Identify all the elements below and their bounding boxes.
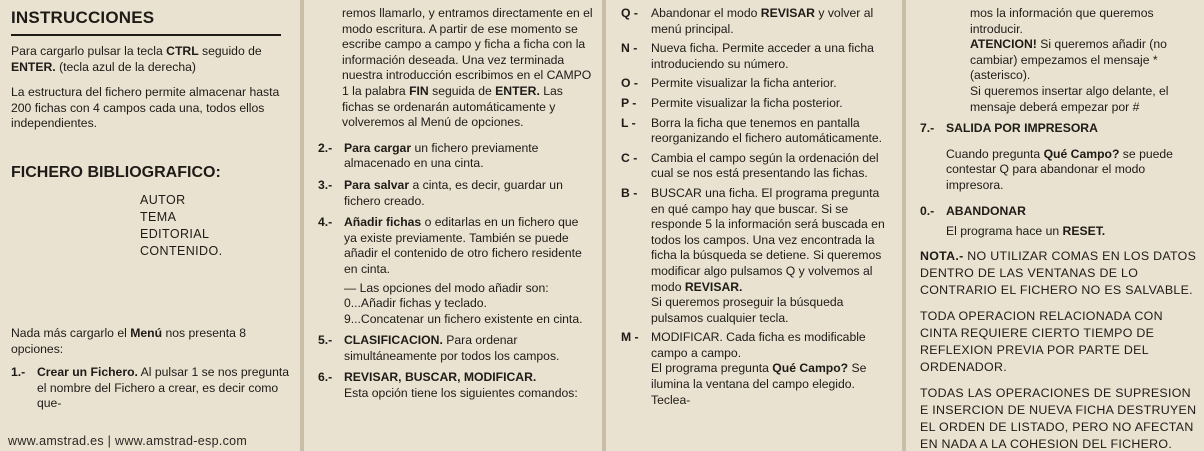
reset-text: El programa hace un RESET. bbox=[946, 224, 1106, 239]
item1-continuation: remos llamarlo, y entramos directamente en el modo escritura. A partir de ese momento se escribe campo a campo y ficha a ficha con la información deseada. Una vez terminada nuestra introducción escribimos en el CAMPO 1 la palabra FIN seguida de ENTER. Las fichas se ordenarán automáticamente y volveremos al Menú de opciones. bbox=[342, 6, 593, 130]
note-tape-time: TODA OPERACION RELACIONADA CON CINTA REQUIERE CIERTO TIEMPO DE REFLEXION PREVIA POR PARTE DEL ORDENADOR. bbox=[920, 308, 1163, 374]
section-title: FICHERO BIBLIOGRAFICO: bbox=[11, 163, 221, 181]
field-list bbox=[140, 192, 290, 260]
panel-4 bbox=[906, 0, 1204, 451]
command-m: M - MODIFICAR. Cada ficha es modificable campo a campo. El programa pregunta Qué Campo? Se ilumina la ventana del campo elegido. Teclea- bbox=[621, 330, 867, 407]
command-l: L - Borra la ficha que tenemos en pantalla reorganizando el fichero automáticamente. bbox=[621, 115, 883, 146]
field-tema: TEMA bbox=[140, 209, 177, 224]
menu-item-0: 0.- ABANDONAR bbox=[920, 203, 1026, 218]
menu-item-6: 6.- REVISAR, BUSCAR, MODIFICAR. Esta opción tiene los siguientes comandos: bbox=[318, 370, 578, 401]
command-c: C - Cambia el campo según la ordenación del cual se nos está presentando las fichas. bbox=[621, 150, 879, 181]
menu-item-5: 5.- CLASIFICACION. Para ordenar simultáneamente por todos los campos. bbox=[318, 333, 560, 363]
printer-text: Cuando pregunta Qué Campo? se puede contestar Q para abandonar el modo impresora. bbox=[946, 146, 1173, 192]
note-commas: NOTA.- NO UTILIZAR COMAS EN LOS DATOS DENTRO DE LAS VENTANAS DE LO CONTRARIO EL FICHERO NO ES SALVABLE. bbox=[920, 248, 1197, 297]
panel-2 bbox=[304, 0, 602, 451]
add-options-intro: — Las opciones del modo añadir son: bbox=[344, 280, 549, 295]
field-contenido: CONTENIDO. bbox=[140, 243, 223, 258]
watermark: www.amstrad.es | www.amstrad-esp.com bbox=[4, 434, 251, 450]
load-instructions: Para cargarlo pulsar la tecla CTRL seguido de ENTER. (tecla azul de la derecha) bbox=[11, 44, 262, 74]
title-underline bbox=[11, 34, 281, 36]
panel-3 bbox=[606, 0, 902, 451]
menu-item-4: 4.- Añadir fichas o editarlas en un fichero que ya existe previamente. También se puede añadir el contenido de otro fichero residente en cinta. — Las opciones del modo añadir son: 0...Añadir fichas y teclado. 9...Concatenar un fichero existente en cinta. bbox=[318, 215, 594, 327]
menu-item-3: 3.- Para salvar a cinta, es decir, guardar un fichero creado. bbox=[318, 177, 563, 208]
field-editorial: EDITORIAL bbox=[140, 226, 210, 241]
command-b: B - BUSCAR una ficha. El programa pregunta en qué campo hay que buscar. Si se responde 5 la información será buscada en todos los campos. Una vez encontrada la ficha la búsqueda se detiene. Si queremos modificar algo pulsamos Q y volvemos al modo REVISAR. Si queremos proseguir la búsqueda pulsamos cualquier tecla. bbox=[621, 185, 885, 325]
modify-continuation: mos la información que queremos introducir. ATENCION! Si queremos añadir (no cambiar) empezamos el mensaje * (asterisco). Si queremos insertar algo delante, el mensaje deberá empezar por # bbox=[970, 6, 1169, 114]
add-option-9: 9...Concatenar un fichero existente en cinta. bbox=[344, 311, 583, 326]
field-autor: AUTOR bbox=[140, 192, 186, 207]
structure-text: La estructura del fichero permite almacenar hasta 200 fichas con 4 campos cada una, todos ellos independientes. bbox=[11, 85, 280, 131]
command-o: O - Permite visualizar la ficha anterior. bbox=[621, 76, 837, 91]
menu-item-1: 1.- Crear un Fichero. Al pulsar 1 se nos pregunta el nombre del Fichero a crear, es decir como que- bbox=[11, 365, 290, 411]
panel-1 bbox=[0, 0, 300, 451]
menu-intro: Nada más cargarlo el Menú nos presenta 8 opciones: bbox=[11, 325, 247, 356]
menu-item-7: 7.- SALIDA POR IMPRESORA bbox=[920, 121, 1098, 136]
command-q: Q - Abandonar el modo REVISAR y volver al menú principal. bbox=[621, 6, 874, 36]
menu-item-2: 2.- Para cargar un fichero previamente almacenado en una cinta. bbox=[318, 140, 539, 171]
command-n: N - Nueva ficha. Permite acceder a una ficha introduciendo su número. bbox=[621, 41, 874, 71]
note-delete-order: TODAS LAS OPERACIONES DE SUPRESION E INSERCION DE NUEVA FICHA DESTRUYEN EL ORDEN DE LISTADO, PERO NO AFECTAN EN NADA A LA COHESION DEL FICHERO. bbox=[920, 385, 1197, 451]
instructions-title: INSTRUCCIONES bbox=[11, 8, 155, 27]
add-option-0: 0...Añadir fichas y teclado. bbox=[344, 296, 487, 311]
command-p: P - Permite visualizar la ficha posterior. bbox=[621, 95, 843, 110]
